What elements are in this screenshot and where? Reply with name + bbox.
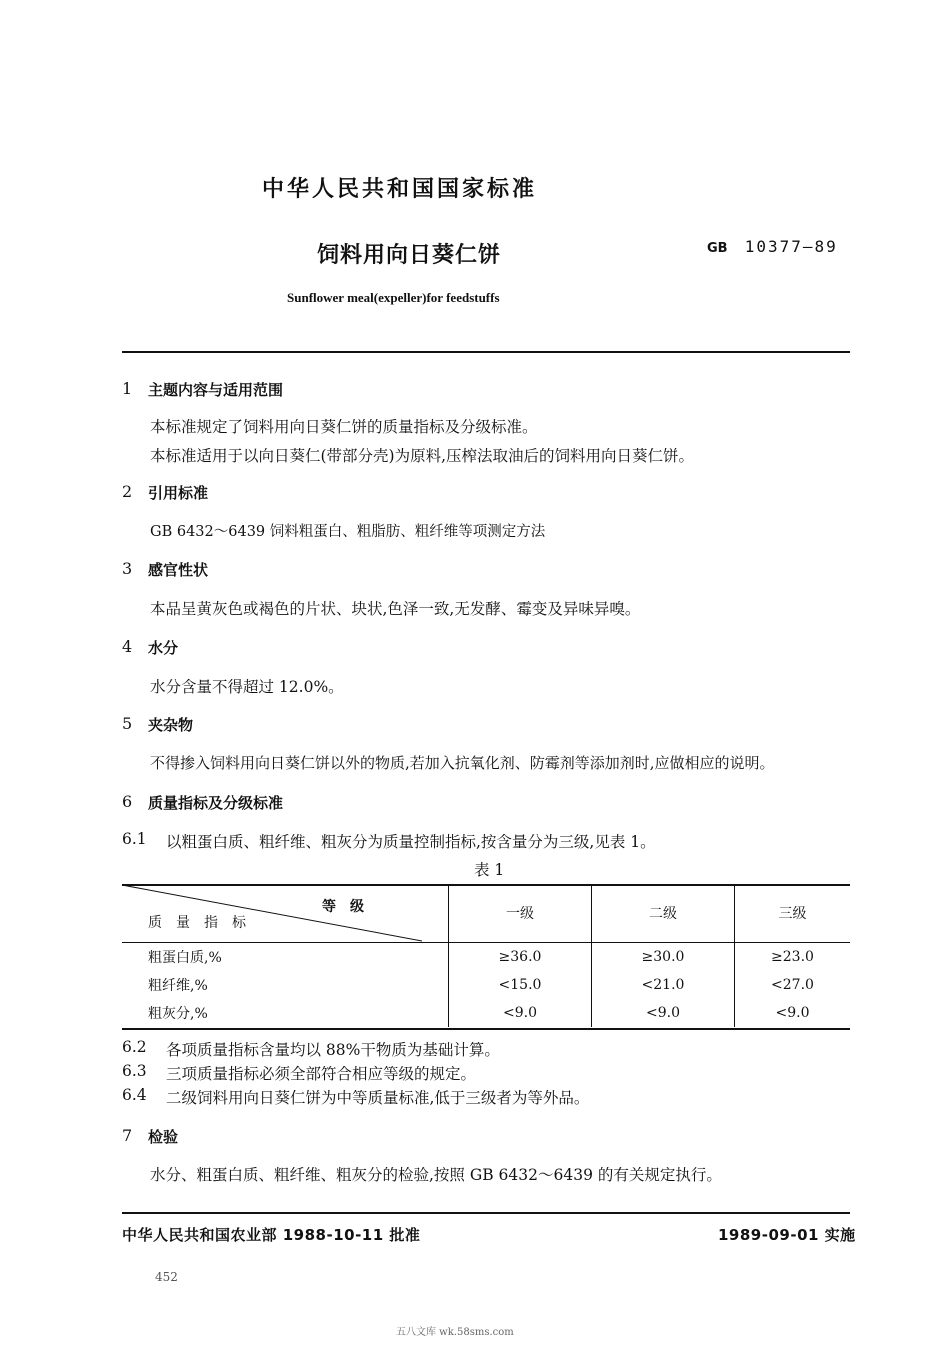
section-2-title: 引用标准 <box>148 484 209 502</box>
table-row <box>122 999 850 1027</box>
table-row <box>122 943 850 972</box>
cell-value: <9.0 <box>735 999 851 1027</box>
section-7-number: 7 <box>122 1126 133 1145</box>
implementation-date: 1989-09-01 实施 <box>718 1226 856 1244</box>
grade-header-1: 一级 <box>449 884 592 943</box>
section-5-number: 5 <box>122 714 133 733</box>
item-6-1-text: 以粗蛋白质、粗纤维、粗灰分为质量控制指标,按含量分为三级,见表 1。 <box>166 833 656 851</box>
national-standard-heading: 中华人民共和国国家标准 <box>262 177 538 202</box>
quality-grade-table <box>122 884 850 1027</box>
section-3-number: 3 <box>122 559 133 578</box>
cell-value: <21.0 <box>592 971 735 999</box>
table-caption: 表 1 <box>474 861 505 879</box>
row-label: 粗纤维,% <box>148 978 208 994</box>
section-6-title: 质量指标及分级标准 <box>148 794 284 812</box>
section-4-number: 4 <box>122 637 133 656</box>
row-label: 粗蛋白质,% <box>148 950 222 966</box>
section-4-title: 水分 <box>148 639 179 657</box>
item-6-4-number: 6.4 <box>122 1086 147 1104</box>
item-6-3-number: 6.3 <box>122 1062 147 1080</box>
cell-value: ≥36.0 <box>449 943 592 972</box>
section-3-title: 感官性状 <box>148 561 209 579</box>
grade-header-3: 三级 <box>735 884 851 943</box>
grade-header-2: 二级 <box>592 884 735 943</box>
english-title: Sunflower meal(expeller)for feedstuffs <box>287 290 500 305</box>
standard-code-prefix: GB <box>707 241 728 256</box>
cell-value: <27.0 <box>735 971 851 999</box>
section-1-title: 主题内容与适用范围 <box>148 381 284 399</box>
table-bottom-rule <box>122 1028 850 1030</box>
document-title: 饲料用向日葵仁饼 <box>317 243 502 268</box>
table-corner-indicator-label: 质 量 指 标 <box>148 915 246 931</box>
item-6-3-text: 三项质量指标必须全部符合相应等级的规定。 <box>166 1065 477 1083</box>
page-number: 452 <box>155 1270 178 1284</box>
table-corner-grade-label: 等 级 <box>322 899 364 915</box>
section-6-number: 6 <box>122 792 133 811</box>
item-6-4-text: 二级饲料用向日葵仁饼为中等质量标准,低于三级者为等外品。 <box>166 1089 590 1107</box>
item-6-2-text: 各项质量指标含量均以 88%干物质为基础计算。 <box>166 1041 500 1059</box>
section-2-number: 2 <box>122 482 133 501</box>
cell-value: <9.0 <box>449 999 592 1027</box>
watermark: 五八文库 wk.58sms.com <box>396 1327 514 1338</box>
approval-statement: 中华人民共和国农业部 1988-10-11 批准 <box>122 1226 421 1244</box>
section-1-paragraph-1: 本标准规定了饲料用向日葵仁饼的质量指标及分级标准。 <box>150 418 538 436</box>
section-1-number: 1 <box>122 379 133 398</box>
cell-value: <9.0 <box>592 999 735 1027</box>
standard-code-number: 10377—89 <box>744 237 838 256</box>
header-rule <box>122 351 850 353</box>
section-7-paragraph-1: 水分、粗蛋白质、粗纤维、粗灰分的检验,按照 GB 6432～6439 的有关规定执行。 <box>150 1166 722 1184</box>
section-4-paragraph-1: 水分含量不得超过 12.0%。 <box>150 678 344 696</box>
section-5-title: 夹杂物 <box>148 716 194 734</box>
footer-rule <box>122 1212 850 1214</box>
section-5-paragraph-1: 不得掺入饲料用向日葵仁饼以外的物质,若加入抗氧化剂、防霉剂等添加剂时,应做相应的说明。 <box>150 754 775 772</box>
section-3-paragraph-1: 本品呈黄灰色或褐色的片状、块状,色泽一致,无发酵、霉变及异味异嗅。 <box>150 600 641 618</box>
cell-value: <15.0 <box>449 971 592 999</box>
row-label: 粗灰分,% <box>148 1006 208 1022</box>
section-7-title: 检验 <box>148 1128 179 1146</box>
section-2-paragraph-1: GB 6432～6439 饲料粗蛋白、粗脂肪、粗纤维等项测定方法 <box>150 524 546 540</box>
table-row <box>122 971 850 999</box>
item-6-2-number: 6.2 <box>122 1038 147 1056</box>
standard-code <box>707 237 838 256</box>
item-6-1-number: 6.1 <box>122 830 147 848</box>
section-1-paragraph-2: 本标准适用于以向日葵仁(带部分壳)为原料,压榨法取油后的饲料用向日葵仁饼。 <box>150 447 695 465</box>
table-corner-cell <box>122 884 449 943</box>
cell-value: ≥30.0 <box>592 943 735 972</box>
cell-value: ≥23.0 <box>735 943 851 972</box>
